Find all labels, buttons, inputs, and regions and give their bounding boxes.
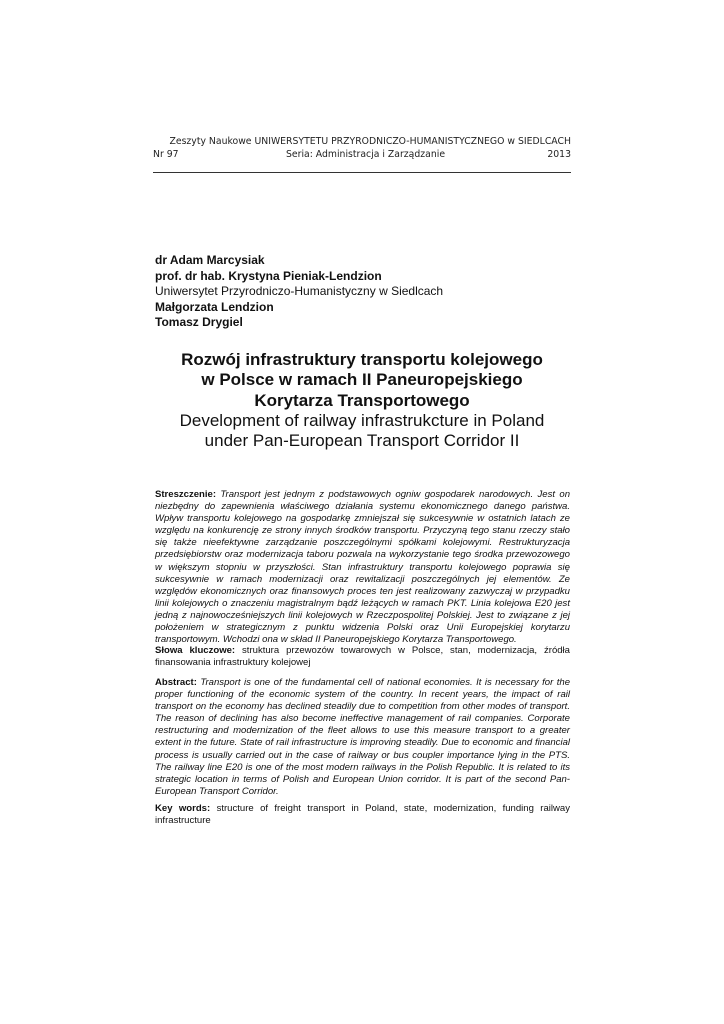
author-name: dr Adam Marcysiak (155, 253, 265, 267)
summary-label: Streszczenie: (155, 489, 217, 500)
title-english-line: under Pan-European Transport Corridor II (204, 431, 520, 451)
keywords-pl-text: struktura przewozów towarowych w Polsce, stan, modernizacja, źródła finansowania infrastruktury kolejowej (155, 645, 570, 669)
title-polish-line: w Polsce w ramach II Paneuropejskiego (201, 370, 523, 390)
header-rule (153, 172, 571, 173)
keywords-en-text: structure of freight transport in Poland, state, modernization, funding railway infrastructure (155, 803, 570, 827)
keywords-pl-label: Słowa kluczowe: (155, 645, 236, 656)
issue-row (153, 149, 571, 161)
summary-text: Transport jest jednym z podstawowych ogniw gospodarek narodowych. Jest on niezbędny do zapewnienia właściwego działania systemu ekonomicznego danego państwa. Wpływ transportu kolejowego na gospodarkę zmniejszał się sukcesywnie w ostatnich latach ze względu na konkurencję ze strony innych środków transportu. Przyczyną tego stanu rzeczy stało się także nieefektywne zarządzanie poszczególnymi spółkami kolejowymi. Restrukturyzacja przedsiębiorstw oraz modernizacja taboru pozwala na wykorzystanie tego środka przewozowego w większym stopniu w przyszłości. Stan infrastruktury transportu kolejowego poprawia się sukcesywnie w ramach modernizacji oraz rewitalizacji poszczególnych jej elementów. Ze względów ekonomicznych oraz finansowych proces ten jest realizowany zazwyczaj w przypadku linii kolejowych o znaczeniu magistralnym bądź leżących w ramach PKT. Linia kolejowa E20 jest jedną z najnowocześniejszych linii kolejowych w Rzeczpospolitej Polskiej. Jest to związane z jej położeniem w strategicznym z punktu widzenia Polski oraz Unii Europejskiej korytarzu transportowym. Wchodzi ona w skład II Paneuropejskiego Korytarza Transportowego. (155, 489, 570, 646)
keywords-en-label: Key words: (155, 803, 211, 814)
journal-header (153, 136, 571, 161)
journal-name: Zeszyty Naukowe UNIWERSYTETU PRZYRODNICZO-HUMANISTYCZNEGO w SIEDLCACH (169, 136, 571, 147)
author-name: Małgorzata Lendzion (155, 299, 274, 314)
title-polish-line: Rozwój infrastruktury transportu kolejowego (181, 350, 543, 369)
polish-keywords (155, 645, 570, 669)
author-name: Tomasz Drygiel (155, 315, 243, 330)
series-name: Seria: Administracja i Zarządzanie (286, 149, 446, 160)
title-polish-line: Korytarza Transportowego (254, 390, 470, 410)
issue-year: 2013 (547, 149, 571, 160)
polish-summary (155, 489, 570, 646)
title-english-line: Development of railway infrastrukcture in Poland (179, 410, 545, 430)
author-name: prof. dr hab. Krystyna Pieniak-Lendzion (155, 268, 382, 283)
abstract-label: Abstract: (155, 677, 197, 688)
issue-number: Nr 97 (153, 149, 179, 160)
english-abstract (155, 677, 570, 798)
abstract-text: Transport is one of the fundamental cell of national economies. It is necessary for the proper functioning of the economic system of the country. In recent years, the impact of rail transport on the economy has declined steadily due to competition from other modes of transport. The reason of declining has also become ineffective management of rail companies. Corporate restructuring and modernization of the fleet allows to use this measure transport to a greater extent in the future. State of rail infrastructure is improving steadily. Due to economic and financial process is usually carried out in the case of railway or bus coupler importance lying in the PTS. The railway line E20 is one of the most modern railways in the Polish Republic. It is related to its strategic location in terms of Polish and European Union corridor. It is part of the second Pan-European Transport Corridor. (155, 677, 570, 797)
english-keywords (155, 803, 570, 827)
author-affiliation: Uniwersytet Przyrodniczo-Humanistyczny w Siedlcach (155, 284, 444, 299)
author-block (155, 253, 443, 331)
title-block (153, 350, 571, 451)
